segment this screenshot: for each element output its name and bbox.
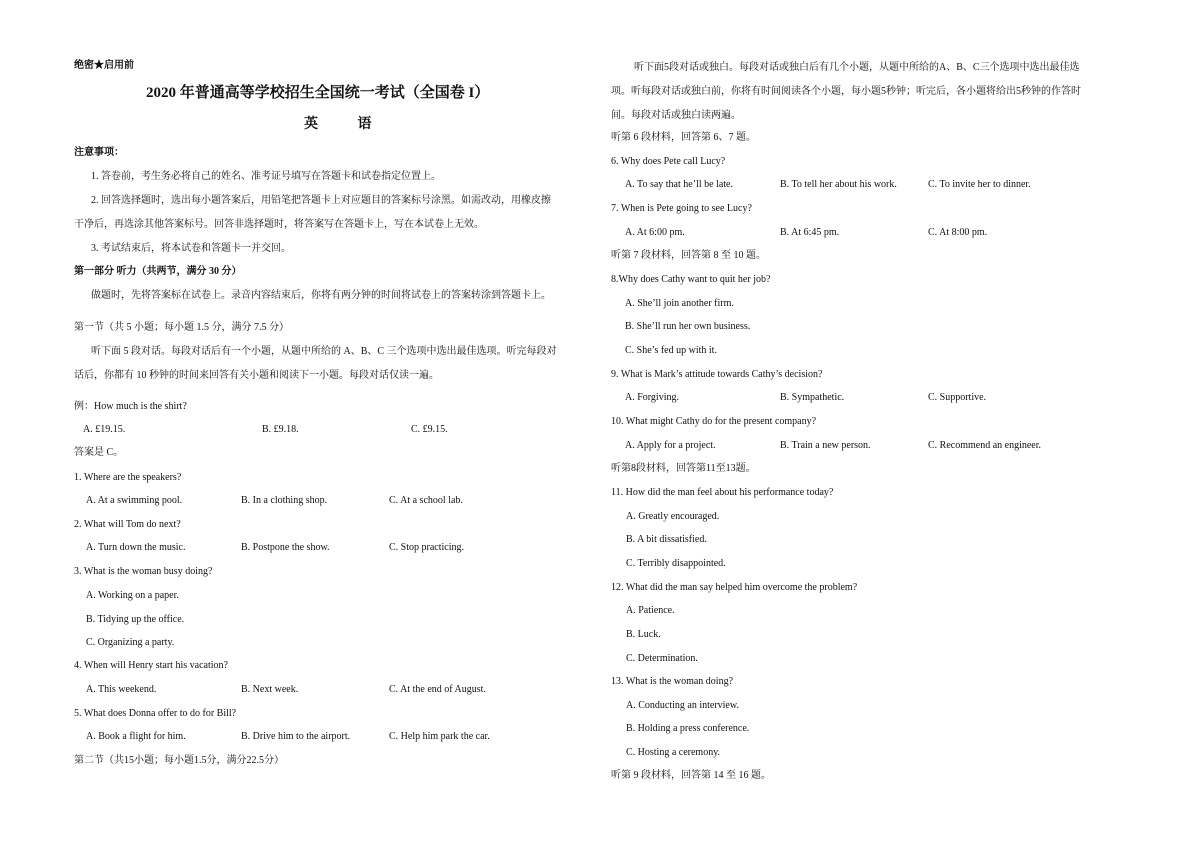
example-answer: 答案是 C。 xyxy=(74,447,124,458)
question-7: 7. When is Pete going to see Lucy? xyxy=(611,203,752,214)
example-option-b: B. £9.18. xyxy=(262,424,299,435)
q5-option-c: C. Help him park the car. xyxy=(389,731,490,742)
q2-option-b: B. Postpone the show. xyxy=(241,542,330,553)
q1-option-b: B. In a clothing shop. xyxy=(241,495,328,506)
q12-option-c: C. Determination. xyxy=(626,653,698,664)
q6-option-b: B. To tell her about his work. xyxy=(780,179,897,190)
q13-option-b: B. Holding a press conference. xyxy=(626,723,750,734)
question-9: 9. What is Mark’s attitude towards Cathy’s decision? xyxy=(611,369,823,380)
notes-heading: 注意事项： xyxy=(74,147,124,158)
question-4-options xyxy=(74,683,594,697)
question-1-options xyxy=(74,494,594,508)
q10-option-a: A. Apply for a project. xyxy=(625,440,716,451)
question-9-options xyxy=(611,391,1136,405)
question-2-options xyxy=(74,541,594,555)
secret-label: 绝密★启用前 xyxy=(74,60,134,71)
question-6: 6. Why does Pete call Lucy? xyxy=(611,156,726,167)
q3-option-b: B. Tidying up the office. xyxy=(86,614,185,625)
q11-option-b: B. A bit dissatisfied. xyxy=(626,534,707,545)
q8-option-b: B. She’ll run her own business. xyxy=(625,321,751,332)
question-7-options xyxy=(611,226,1136,240)
q6-option-c: C. To invite her to dinner. xyxy=(928,179,1031,190)
part1-intro: 做题时，先将答案标在试卷上。录音内容结束后，你将有两分钟的时间将试卷上的答案转涂到答题卡上。 xyxy=(91,290,551,301)
example-option-c: C. £9.15. xyxy=(411,424,448,435)
note-2a: 2. 回答选择题时，选出每小题答案后，用铅笔把答题卡上对应题目的答案标号涂黑。如需改动，用橡皮擦 xyxy=(91,195,551,206)
q7-option-a: A. At 6:00 pm. xyxy=(625,227,685,238)
part1-heading: 第一部分 听力（共两节，满分 30 分） xyxy=(74,266,242,277)
material-6-note: 听第 6 段材料，回答第 6、7 题。 xyxy=(611,132,756,143)
note-3: 3. 考试结束后，将本试卷和答题卡一并交回。 xyxy=(91,243,291,254)
q9-option-a: A. Forgiving. xyxy=(625,392,679,403)
q9-option-c: C. Supportive. xyxy=(928,392,987,403)
question-10: 10. What might Cathy do for the present company? xyxy=(611,416,817,427)
section2-instr-a: 听下面5段对话或独白。每段对话或独白后有几个小题，从题中所给的A、B、C三个选项中选出最佳选 xyxy=(634,62,1080,73)
note-1: 1. 答卷前，考生务必将自己的姓名、准考证号填写在答题卡和试卷指定位置上。 xyxy=(91,171,441,182)
q13-option-c: C. Hosting a ceremony. xyxy=(626,747,721,758)
example-option-a: A. £19.15. xyxy=(83,424,126,435)
example-question: 例：How much is the shirt? xyxy=(74,401,187,412)
question-10-options xyxy=(611,439,1136,453)
question-3: 3. What is the woman busy doing? xyxy=(74,566,213,577)
material-7-note: 听第 7 段材料，回答第 8 至 10 题。 xyxy=(611,250,766,261)
q6-option-a: A. To say that he’ll be late. xyxy=(625,179,733,190)
q4-option-a: A. This weekend. xyxy=(86,684,157,695)
q10-option-c: C. Recommend an engineer. xyxy=(928,440,1042,451)
q12-option-b: B. Luck. xyxy=(626,629,661,640)
question-4: 4. When will Henry start his vacation? xyxy=(74,660,228,671)
question-5: 5. What does Donna offer to do for Bill? xyxy=(74,708,237,719)
q2-option-a: A. Turn down the music. xyxy=(86,542,186,553)
q7-option-c: C. At 8:00 pm. xyxy=(928,227,988,238)
section2-instr-b: 项。听每段对话或独白前，你将有时间阅读各个小题，每小题5秒钟；听完后，各小题将给出5秒钟的作答时 xyxy=(611,86,1081,97)
q8-option-c: C. She’s fed up with it. xyxy=(625,345,717,356)
q12-option-a: A. Patience. xyxy=(626,605,675,616)
q5-option-b: B. Drive him to the airport. xyxy=(241,731,351,742)
q1-option-c: C. At a school lab. xyxy=(389,495,463,506)
question-12: 12. What did the man say helped him overcome the problem? xyxy=(611,582,858,593)
section2-heading: 第二节（共15小题；每小题1.5分，满分22.5分） xyxy=(74,755,284,766)
section1-instr-a: 听下面 5 段对话。每段对话后有一个小题，从题中所给的 A、B、C 三个选项中选出最佳选项。听完每段对 xyxy=(91,346,557,357)
q2-option-c: C. Stop practicing. xyxy=(389,542,464,553)
page-title: 2020 年普通高等学校招生全国统一考试（全国卷 I） xyxy=(146,85,490,101)
section2-instr-c: 间。每段对话或独白读两遍。 xyxy=(611,110,741,121)
material-8-note: 听第8段材料，回答第11至13题。 xyxy=(611,463,756,474)
q11-option-c: C. Terribly disappointed. xyxy=(626,558,726,569)
q5-option-a: A. Book a flight for him. xyxy=(86,731,186,742)
question-11: 11. How did the man feel about his performance today? xyxy=(611,487,834,498)
q13-option-a: A. Conducting an interview. xyxy=(626,700,739,711)
q7-option-b: B. At 6:45 pm. xyxy=(780,227,840,238)
section1-heading: 第一节（共 5 小题；每小题 1.5 分，满分 7.5 分） xyxy=(74,322,289,333)
example-options xyxy=(74,423,594,437)
question-13: 13. What is the woman doing? xyxy=(611,676,734,687)
subject-title: 英 语 xyxy=(304,117,390,132)
q1-option-a: A. At a swimming pool. xyxy=(86,495,183,506)
question-8: 8.Why does Cathy want to quit her job? xyxy=(611,274,771,285)
q9-option-b: B. Sympathetic. xyxy=(780,392,845,403)
question-5-options xyxy=(74,730,594,744)
section1-instr-b: 话后，你都有 10 秒钟的时间来回答有关小题和阅读下一小题。每段对话仅读一遍。 xyxy=(74,370,439,381)
note-2b: 干净后，再选涂其他答案标号。回答非选择题时，将答案写在答题卡上，写在本试卷上无效。 xyxy=(74,219,484,230)
q4-option-b: B. Next week. xyxy=(241,684,299,695)
q3-option-c: C. Organizing a party. xyxy=(86,637,175,648)
q3-option-a: A. Working on a paper. xyxy=(86,590,179,601)
material-9-note: 听第 9 段材料，回答第 14 至 16 题。 xyxy=(611,770,771,781)
q11-option-a: A. Greatly encouraged. xyxy=(626,511,720,522)
question-1: 1. Where are the speakers? xyxy=(74,472,182,483)
question-2: 2. What will Tom do next? xyxy=(74,519,181,530)
q10-option-b: B. Train a new person. xyxy=(780,440,871,451)
q8-option-a: A. She’ll join another firm. xyxy=(625,298,734,309)
question-6-options xyxy=(611,178,1136,192)
q4-option-c: C. At the end of August. xyxy=(389,684,486,695)
